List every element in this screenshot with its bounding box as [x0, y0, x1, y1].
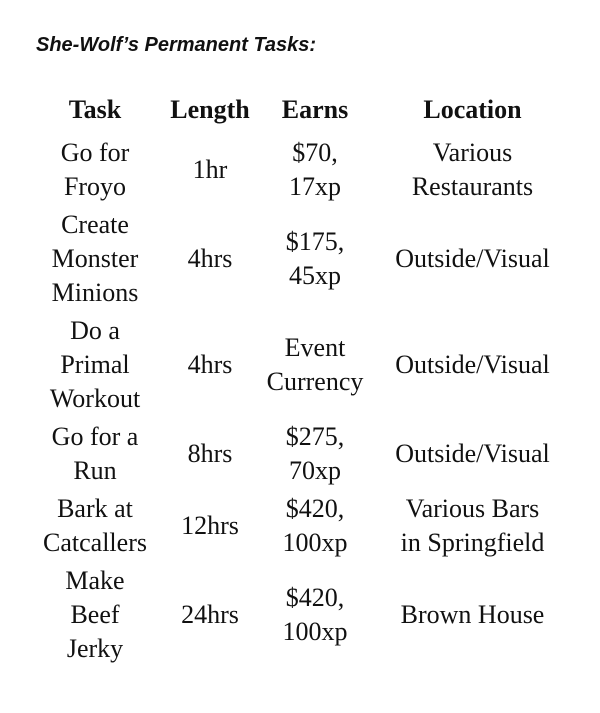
location-cell: Various Bars in Springfield — [400, 494, 545, 557]
table-row — [30, 418, 575, 490]
location-cell: Outside/Visual — [395, 439, 550, 468]
column-header-location: Location — [423, 95, 522, 124]
earns-cell: $420, 100xp — [282, 494, 348, 557]
column-header-length: Length — [170, 95, 250, 124]
earns-cell: $175, 45xp — [285, 227, 345, 290]
task-cell: Go for Froyo — [60, 138, 130, 201]
task-cell: Go for a Run — [51, 422, 139, 485]
earns-cell: $70, 17xp — [289, 138, 341, 201]
table-row — [30, 312, 575, 418]
location-cell: Outside/Visual — [395, 350, 550, 379]
page-title: She-Wolf’s Permanent Tasks: — [36, 34, 317, 56]
task-cell: Bark at Catcallers — [43, 494, 147, 557]
table-header-row — [30, 92, 575, 134]
length-cell: 4hrs — [187, 244, 233, 273]
table-row — [30, 490, 575, 562]
length-cell: 8hrs — [187, 439, 233, 468]
location-cell: Outside/Visual — [395, 244, 550, 273]
column-header-earns: Earns — [281, 95, 349, 124]
length-cell: 4hrs — [187, 350, 233, 379]
task-cell: Make Beef Jerky — [65, 566, 125, 663]
length-cell: 12hrs — [181, 511, 239, 540]
column-header-task: Task — [68, 95, 122, 124]
earns-cell: $420, 100xp — [282, 583, 348, 646]
table-row — [30, 134, 575, 206]
location-cell: Various Restaurants — [411, 138, 534, 201]
length-cell: 1hr — [192, 155, 228, 184]
tasks-table — [30, 92, 575, 668]
task-cell: Do a Primal Workout — [49, 316, 141, 413]
task-cell: Create Monster Minions — [51, 210, 139, 307]
location-cell: Brown House — [400, 600, 545, 629]
table-row — [30, 206, 575, 312]
earns-cell: Event Currency — [266, 333, 364, 396]
table-row — [30, 562, 575, 668]
length-cell: 24hrs — [181, 600, 239, 629]
earns-cell: $275, 70xp — [285, 422, 345, 485]
